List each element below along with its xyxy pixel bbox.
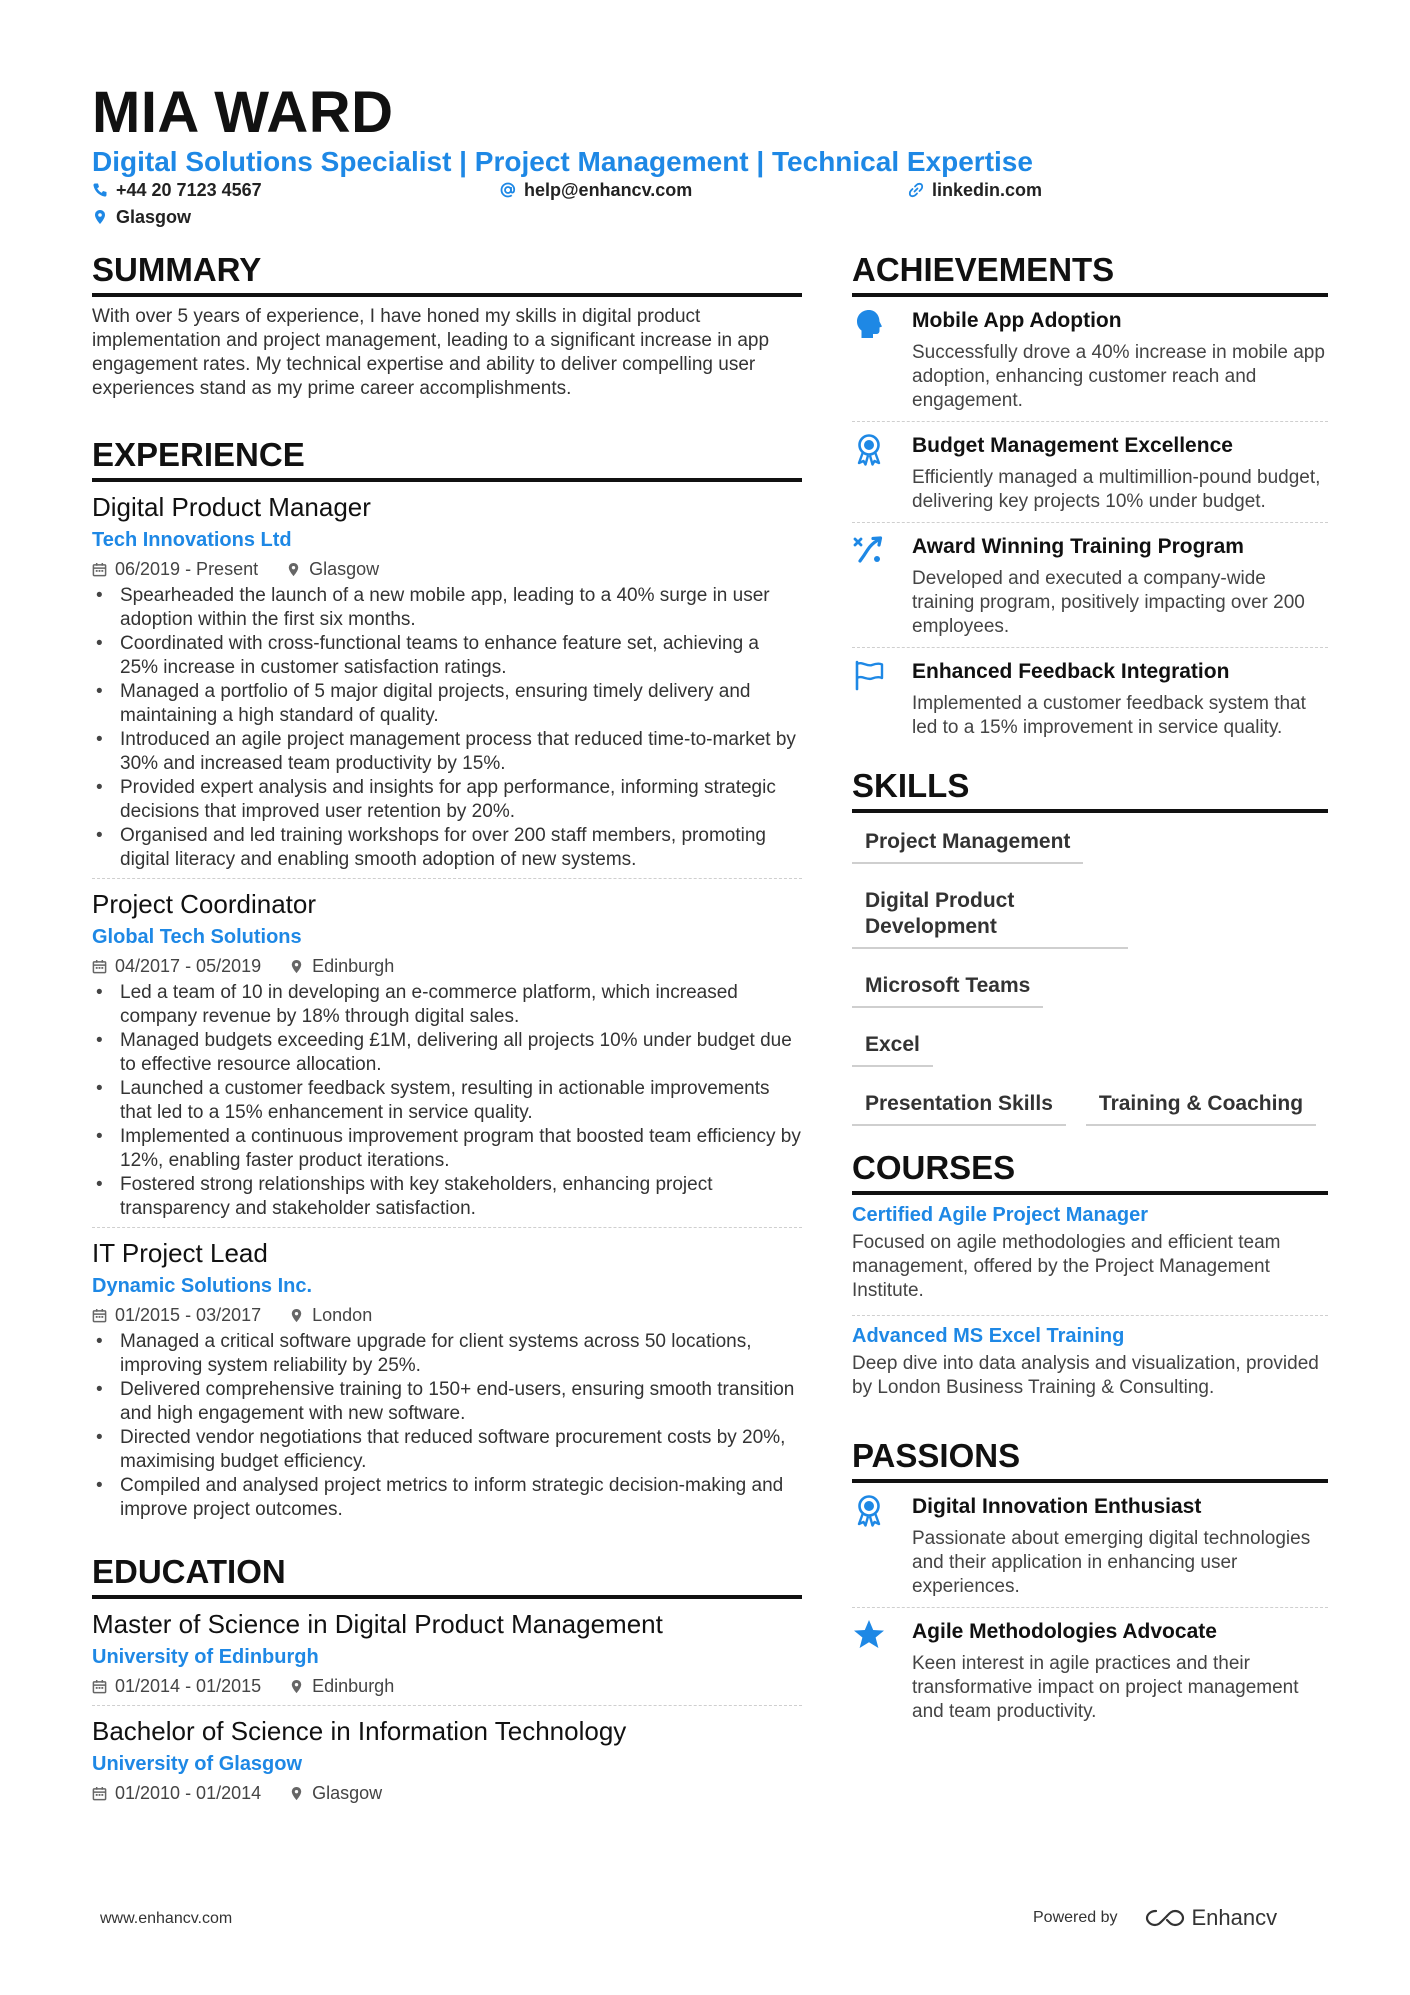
job-location: Glasgow — [309, 559, 380, 579]
candidate-name: MIA WARD — [92, 80, 394, 145]
courses-title: COURSES — [852, 1148, 1328, 1195]
skill-tag: Project Management — [852, 823, 1083, 864]
head-icon — [852, 307, 886, 341]
achievement-desc: Implemented a customer feedback system that led to a 15% improvement in service quality. — [912, 693, 1306, 738]
job-title: IT Project Lead — [92, 1238, 268, 1268]
experience-section — [92, 435, 802, 1528]
footer-branding — [1033, 1905, 1277, 1931]
job-entry — [92, 1236, 802, 1528]
job-meta — [92, 953, 802, 979]
skills-list — [852, 823, 1328, 1144]
passion-title: Digital Innovation Enthusiast — [912, 1495, 1202, 1518]
achievement-title: Mobile App Adoption — [912, 309, 1122, 332]
job-entry — [92, 490, 802, 879]
skill-tag: Presentation Skills — [852, 1085, 1066, 1126]
footer-website[interactable]: www.enhancv.com — [100, 1910, 233, 1927]
passion-title: Agile Methodologies Advocate — [912, 1620, 1217, 1643]
bullet: • Introduced an agile project management process that reduced time-to-market by 30% and increased team productivity by 15%. — [92, 728, 802, 776]
achievement-title: Enhanced Feedback Integration — [912, 660, 1230, 683]
school-name: University of Glasgow — [92, 1753, 303, 1775]
link-icon — [908, 182, 924, 198]
bullet: • Delivered comprehensive training to 150+ end-users, ensuring smooth transition and high engagement with new software. — [92, 1378, 802, 1426]
at-icon — [500, 182, 516, 198]
bullet: • Provided expert analysis and insights for app performance, informing strategic decisions that improved user retention by 20%. — [92, 776, 802, 824]
bullet: • Implemented a continuous improvement program that boosted team efficiency by 12%, enabling faster product iterations. — [92, 1125, 802, 1173]
bullet: • Managed a critical software upgrade for client systems across 50 locations, improving system reliability by 25%. — [92, 1330, 802, 1378]
strategy-path-icon — [852, 533, 886, 567]
achievement-desc: Developed and executed a company-wide training program, positively impacting over 200 employees. — [912, 568, 1305, 637]
job-dates: 06/2019 - Present — [115, 559, 259, 579]
calendar-icon — [92, 959, 107, 974]
courses-section — [852, 1148, 1328, 1412]
experience-title: EXPERIENCE — [92, 435, 802, 482]
education-meta — [92, 1673, 802, 1699]
job-title: Digital Product Manager — [92, 492, 371, 522]
job-bullets — [92, 1330, 802, 1522]
job-location: Edinburgh — [312, 956, 395, 976]
bullet: • Spearheaded the launch of a new mobile app, leading to a 40% surge in user adoption within the first six months. — [92, 584, 802, 632]
phone-icon — [92, 182, 108, 198]
passion-desc: Passionate about emerging digital technologies and their application in enhancing user experiences. — [912, 1528, 1311, 1597]
award-ribbon-icon — [852, 432, 886, 466]
passions-section — [852, 1436, 1328, 1732]
skill-tag: Microsoft Teams — [852, 967, 1043, 1008]
award-ribbon-icon — [852, 1493, 886, 1527]
skill-tag: Training & Coaching — [1086, 1085, 1316, 1126]
contact-location — [92, 205, 191, 229]
passion-item — [852, 1483, 1328, 1608]
achievement-item — [852, 422, 1328, 523]
calendar-icon — [92, 1679, 107, 1694]
map-pin-icon — [289, 1308, 304, 1323]
education-dates: 01/2010 - 01/2014 — [115, 1783, 262, 1803]
skill-tag: Excel — [852, 1026, 933, 1067]
summary-section — [92, 250, 802, 401]
achievements-section — [852, 250, 1328, 748]
map-pin-icon — [92, 209, 108, 225]
degree-title: Master of Science in Digital Product Management — [92, 1609, 663, 1639]
calendar-icon — [92, 1786, 107, 1801]
skills-section — [852, 766, 1328, 1144]
bullet: • Managed a portfolio of 5 major digital projects, ensuring timely delivery and maintaining a high standard of quality. — [92, 680, 802, 728]
bullet: • Compiled and analysed project metrics to inform strategic decision-making and improve project outcomes. — [92, 1474, 802, 1522]
contact-website[interactable] — [908, 178, 1042, 202]
job-title: Project Coordinator — [92, 889, 316, 919]
map-pin-icon — [289, 1679, 304, 1694]
job-bullets — [92, 981, 802, 1221]
summary-title: SUMMARY — [92, 250, 802, 297]
achievements-title: ACHIEVEMENTS — [852, 250, 1328, 297]
achievement-desc: Successfully drove a 40% increase in mobile app adoption, enhancing customer reach and engagement. — [912, 342, 1325, 411]
job-entry — [92, 887, 802, 1228]
left-column — [92, 250, 802, 1812]
company-name: Dynamic Solutions Inc. — [92, 1275, 313, 1297]
achievement-item — [852, 648, 1328, 748]
skill-tag: Digital Product Development — [852, 882, 1128, 949]
enhancv-logo-icon — [1144, 1907, 1186, 1929]
education-location: Glasgow — [312, 1783, 383, 1803]
phone-text: +44 20 7123 4567 — [116, 180, 262, 200]
school-name: University of Edinburgh — [92, 1646, 319, 1668]
brand-logo[interactable] — [1144, 1905, 1278, 1931]
passions-title: PASSIONS — [852, 1436, 1328, 1483]
summary-text: With over 5 years of experience, I have honed my skills in digital product implementation and project management, leading to a significant increase in app engagement rates. My technical expertise and ability to deliver compelling user experiences stand as my prime career accomplishments. — [92, 306, 770, 399]
map-pin-icon — [289, 1786, 304, 1801]
course-item — [852, 1316, 1328, 1412]
star-icon — [852, 1618, 886, 1652]
course-item — [852, 1195, 1328, 1316]
job-meta — [92, 556, 802, 582]
company-name: Tech Innovations Ltd — [92, 529, 292, 551]
website-text: linkedin.com — [932, 180, 1043, 200]
bullet: • Organised and led training workshops for over 200 staff members, promoting digital literacy and enabling smooth adoption of new systems. — [92, 824, 802, 872]
job-meta — [92, 1302, 802, 1328]
education-dates: 01/2014 - 01/2015 — [115, 1676, 262, 1696]
email-text: help@enhancv.com — [524, 180, 693, 200]
education-location: Edinburgh — [312, 1676, 395, 1696]
course-title: Certified Agile Project Manager — [852, 1204, 1148, 1226]
map-pin-icon — [286, 562, 301, 577]
bullet: • Directed vendor negotiations that reduced software procurement costs by 20%, maximising budget efficiency. — [92, 1426, 802, 1474]
achievement-item — [852, 523, 1328, 648]
achievement-title: Budget Management Excellence — [912, 434, 1233, 457]
achievement-title: Award Winning Training Program — [912, 535, 1244, 558]
education-meta — [92, 1780, 802, 1806]
education-title: EDUCATION — [92, 1552, 802, 1599]
achievement-item — [852, 297, 1328, 422]
right-column — [852, 250, 1328, 1732]
map-pin-icon — [289, 959, 304, 974]
bullet: • Managed budgets exceeding £1M, delivering all projects 10% under budget due to effective resource allocation. — [92, 1029, 802, 1077]
education-entry — [92, 1714, 802, 1812]
headline: Digital Solutions Specialist | Project Management | Technical Expertise — [92, 146, 1033, 177]
contact-email[interactable] — [500, 178, 692, 202]
contact-phone — [92, 178, 262, 202]
job-bullets — [92, 584, 802, 872]
bullet: • Coordinated with cross-functional teams to enhance feature set, achieving a 25% increase in customer satisfaction ratings. — [92, 632, 802, 680]
brand-name: Enhancv — [1191, 1905, 1278, 1930]
education-section — [92, 1552, 802, 1812]
degree-title: Bachelor of Science in Information Technology — [92, 1716, 627, 1746]
passion-desc: Keen interest in agile practices and their transformative impact on project management and team productivity. — [912, 1653, 1299, 1722]
calendar-icon — [92, 1308, 107, 1323]
education-entry — [92, 1607, 802, 1706]
skills-title: SKILLS — [852, 766, 1328, 813]
flag-icon — [852, 658, 886, 692]
bullet: • Fostered strong relationships with key stakeholders, enhancing project transparency and stakeholder satisfaction. — [92, 1173, 802, 1221]
bullet: • Launched a customer feedback system, resulting in actionable improvements that led to a 15% enhancement in service quality. — [92, 1077, 802, 1125]
calendar-icon — [92, 562, 107, 577]
job-dates: 01/2015 - 03/2017 — [115, 1305, 262, 1325]
course-desc: Deep dive into data analysis and visualization, provided by London Business Training & Consulting. — [852, 1353, 1319, 1398]
achievement-desc: Efficiently managed a multimillion-pound budget, delivering key projects 10% under budget. — [912, 467, 1321, 512]
passion-item — [852, 1608, 1328, 1732]
bullet: • Led a team of 10 in developing an e-commerce platform, which increased company revenue by 18% through digital sales. — [92, 981, 802, 1029]
company-name: Global Tech Solutions — [92, 926, 302, 948]
course-title: Advanced MS Excel Training — [852, 1325, 1125, 1347]
location-text: Glasgow — [116, 207, 192, 227]
job-dates: 04/2017 - 05/2019 — [115, 956, 262, 976]
powered-by-label: Powered by — [1033, 1909, 1118, 1926]
job-location: London — [312, 1305, 373, 1325]
course-desc: Focused on agile methodologies and efficient team management, offered by the Project Management Institute. — [852, 1232, 1281, 1301]
